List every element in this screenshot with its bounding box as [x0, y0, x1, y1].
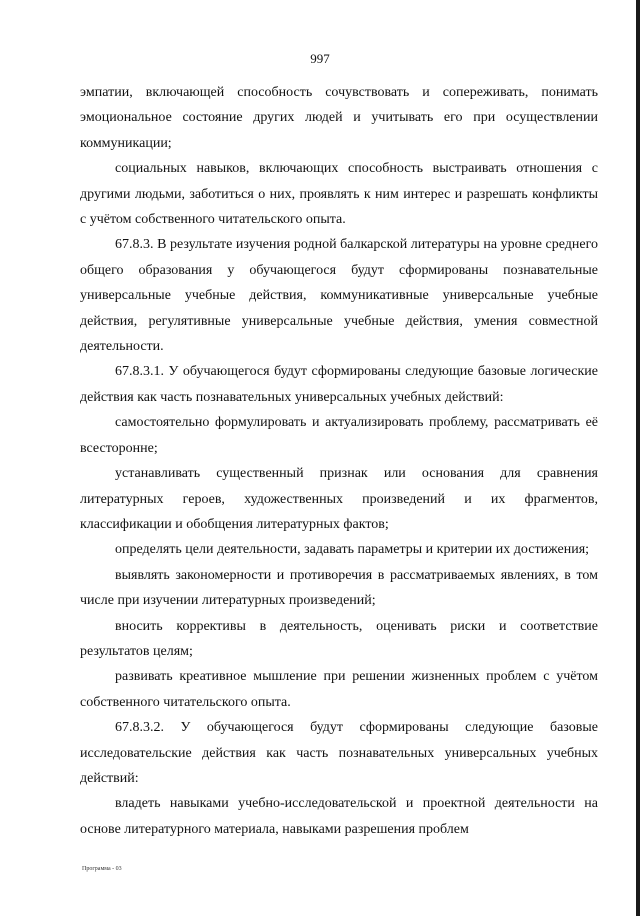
- list-item-research-skills: владеть навыками учебно-исследовательской и проектной деятельности на основе литературного материала, навыками разрешения проблем: [80, 796, 598, 837]
- paragraph-67-8-3: 67.8.3. В результате изучения родной балкарской литературы на уровне среднего общего образования у обучающегося будут сформированы познавательные универсальные учебные действия, коммуникативные универсальные учебные действия, регулятивные универсальные учебные действия, умения совместной деятельности.: [80, 237, 598, 355]
- scan-edge-border: [636, 0, 640, 916]
- footer-program-label: Программа - 03: [82, 866, 122, 872]
- list-item-make-corrections: вносить коррективы в деятельность, оценивать риски и соответствие результатов целям;: [80, 618, 598, 659]
- page-number: 997: [310, 51, 330, 66]
- list-item-creative-thinking: развивать креативное мышление при решении жизненных проблем с учётом собственного читательского опыта.: [80, 669, 598, 710]
- list-item-establish-criteria: устанавливать существенный признак или основания для сравнения литературных героев, художественных произведений и их фрагментов, классификации и обобщения литературных фактов;: [80, 466, 598, 532]
- list-item-define-goals: определять цели деятельности, задавать параметры и критерии их достижения;: [115, 542, 590, 558]
- document-body: [80, 80, 598, 842]
- paragraph-social-skills: социальных навыков, включающих способность выстраивать отношения с другими людьми, заботиться о них, проявлять к ним интерес и разрешать конфликты с учётом собственного читательского опыта.: [80, 161, 598, 228]
- list-item-identify-patterns: выявлять закономерности и противоречия в рассматриваемых явлениях, в том числе при изучении литературных произведений;: [80, 567, 598, 609]
- paragraph-67-8-3-2: 67.8.3.2. У обучающегося будут сформированы следующие базовые исследовательские действия как часть познавательных универсальных учебных действий:: [80, 720, 598, 786]
- paragraph-67-8-3-1: 67.8.3.1. У обучающегося будут сформированы следующие базовые логические действия как часть познавательных универсальных учебных действий:: [80, 364, 598, 405]
- paragraph-empathy: эмпатии, включающей способность сочувствовать и сопереживать, понимать эмоциональное состояние других людей и учитывать его при осуществлении коммуникации;: [80, 85, 598, 151]
- list-item-formulate-problem: самостоятельно формулировать и актуализировать проблему, рассматривать её всесторонне;: [80, 415, 598, 456]
